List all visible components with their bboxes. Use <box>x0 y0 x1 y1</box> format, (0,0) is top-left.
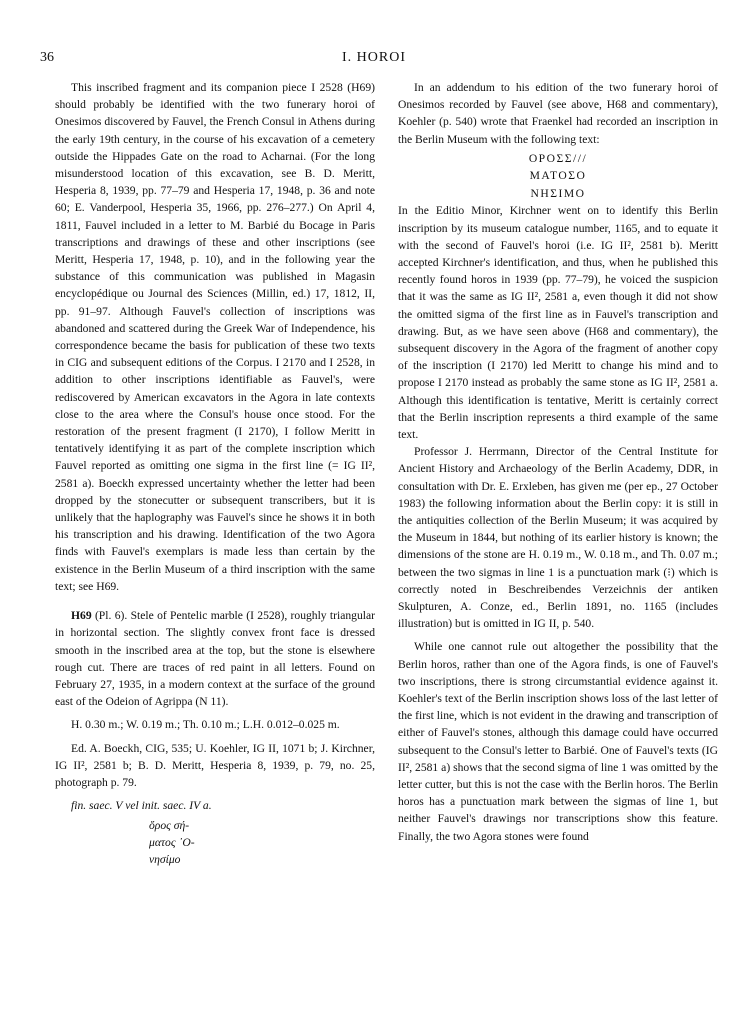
inscription-line: ΜΑΤΟΣΟ <box>529 169 587 183</box>
inscription-line: ΝΗΣΙΜΟ <box>530 186 586 200</box>
greek-line: ματος ᾽Ο- <box>149 836 195 850</box>
h69-label: H69 <box>71 609 92 623</box>
kirchner-paragraph: In the Editio Minor, Kirchner went on to identify this Berlin inscription by its museum catalogue number, 1165, and to equate it with the second of Fauvel's horoi (i.e. IG II², 2581 b). Meritt accepted Kirchner's identification, and thus, when he published this recently found horos in 1939 (pp. 77–79), he voiced the suspicion that it was the same as IG II², 2581 a, even though it did not show the omitted sigma of the first line as in Fauvel's transcription and drawing. But, as we have seen above (H68 and commentary), the subsequent discovery in the Agora of the fragment of another copy of the inscription (I 2170) led Meritt to change his mind and to propose I 2170 instead as probably the same stone as IG II², 2581 a. Although this identification is tentative, Meritt is certainly correct that the Berlin inscription represents a third example of the same text. <box>398 204 718 441</box>
herrmann-paragraph: Professor J. Herrmann, Director of the Central Institute for Ancient History and Archaeology of the Berlin Academy, DDR, in consultation with Dr. E. Erxleben, has given me (per ep., 27 October 1983) the following information about the Berlin copy: it is still in the antiquities collection of the Berlin Museum; it was acquired by the Museum in 1844, but nothing of its earlier history is known; the dimensions of the stone are H. 0.19 m., W. 0.18 m., and Th. 0.07 m.; between the two sigmas in line 1 is a punctuation mark (⁝) which is correctly noted in Beschreibendes Verzeichnis der antiken Skulpturen, A. Conze, ed., Berlin 1891, no. 1165 (includes illustration) but is omitted in IG II, p. 540. <box>398 445 718 631</box>
running-head: I. HOROI <box>342 50 406 65</box>
h69-description: (Pl. 6). Stele of Pentelic marble (I 2528), roughly triangular in horizontal section. The slightly convex front face is dressed smooth in the inscribed area at the top, but the stone is elsewhere rough cut. There are traces of red paint in all letters. Found on February 27, 1935, in a modern context at the surface of the ground east of the Odeion of Agrippa (N 11). <box>55 609 375 709</box>
date-line: fin. saec. V vel init. saec. IV a. <box>71 799 212 813</box>
left-column <box>55 79 375 868</box>
page-number: 36 <box>40 50 54 65</box>
editions: Ed. A. Boeckh, CIG, 535; U. Koehler, IG II, 1071 b; J. Kirchner, IG II², 2581 b; B. D. Meritt, Hesperia 8, 1939, p. 79, no. 25, photograph p. 79. <box>55 741 375 789</box>
right-column <box>398 79 718 845</box>
evidence-paragraph: While one cannot rule out altogether the possibility that the Berlin horos, rather than one of the Agora finds, is one of Fauvel's two inscriptions, there is strong circumstantial evidence against it. Koehler's text of the Berlin inscription shows loss of the last letter of the first line, which is not evident in the drawing and transcription of either of Fauvel's stones, although this damage could have occurred subsequent to the Consul's letter to Barbié. One of Fauvel's texts (IG II², 2581 a) shows that the second sigma of line 1 was omitted by the letter cutter, but this is not the case with the Berlin horos. The Berlin horos has a punctuation mark between the sigmas of line 1, but neither Fauvel's drawings nor transcriptions show this feature. Finally, the two Agora stones were found <box>398 640 718 843</box>
inscription-line: ΟΡΟΣΣ/// <box>528 151 588 165</box>
dimensions: H. 0.30 m.; W. 0.19 m.; Th. 0.10 m.; L.H. 0.012–0.025 m. <box>71 718 340 732</box>
greek-line: νησίμο <box>149 853 181 867</box>
addendum-paragraph: In an addendum to his edition of the two funerary horoi of Onesimos recorded by Fauvel (see above, H68 and commentary), Koehler (p. 540) wrote that Fraenkel had recorded an inscription in the Berlin Museum with the following text: <box>398 81 718 146</box>
inscription-block <box>398 150 718 203</box>
greek-text <box>55 817 375 868</box>
h69-entry <box>55 607 375 710</box>
greek-line: ὅρος σή- <box>149 819 190 833</box>
intro-paragraph: This inscribed fragment and its companion piece I 2528 (H69) should probably be identified with the two funerary horoi of Onesimos discovered by Fauvel, the French Consul in Athens during the early 19th century, in the course of his excavation of a cemetery outside the Hippades Gate on the road to Acharnai. (For the long misunderstood location of this excavation, see B. D. Meritt, Hesperia 8, 1939, pp. 77–79 and Hesperia 17, 1948, p. 36 and note 60; E. Vanderpool, Hesperia 35, 1966, pp. 276–277.) On April 4, 1811, Fauvel included in a letter to M. Barbié du Bocage in Paris transcriptions and drawings of these and other inscriptions (see Meritt, Hesperia 17, 1948, p. 10), and in the following year the substance of this communication was published in Magasin encyclopédique ou Journal des Sciences (Millin, ed.) 17, 1812, II, pp. 91–97. Although Fauvel's collection of inscriptions was abandoned and scattered during the Greek War of Independence, his correspondence became the basis for publication of these two texts in CIG and subsequent editions of the Corpus. I 2170 and I 2528, in addition to other inscriptions identifiable as Fauvel's, were rediscovered by American excavators in the Agora in late contexts close to the area where the Consul's house once stood. For the restoration of the present fragment (I 2170), I follow Meritt in tentatively identifying it as part of the complete inscription which Fauvel reported as omitting one sigma in the first line (= IG II², 2581 a). Boeckh expressed uncertainty whether the letter had been dropped by the stonecutter or subsequent transcribers, but it is unlikely that the haplography was Fauvel's since he shows it in both his transcription and his drawing. Identification of the two Agora finds with Fauvel's exemplars is made less than certain by the existence in the Berlin Museum of a third inscription with the same text; see H69. <box>55 81 375 593</box>
